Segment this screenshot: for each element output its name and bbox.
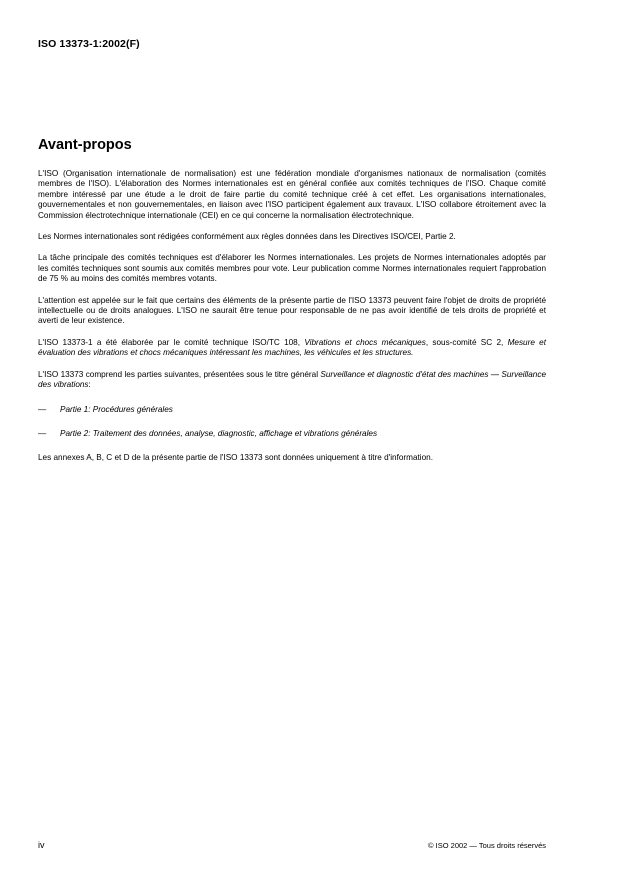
parts-intro-colon: : <box>88 380 91 390</box>
list-item-text: Partie 1: Procédures générales <box>60 404 173 414</box>
subcommittee-title: Mesure et évaluation des vibrations et chocs mécaniques intéressant les machines, les véhicules et les structures. <box>38 337 547 358</box>
paragraph-parts-intro <box>38 370 546 391</box>
committee-title: Vibrations et chocs mécaniques <box>304 337 426 347</box>
section-heading: Avant-propos <box>38 137 132 153</box>
general-title: Surveillance et diagnostic d'état des machines — Surveillance des vibrations <box>38 369 546 390</box>
list-dash: — <box>38 428 47 438</box>
document-id: ISO 13373-1:2002(F) <box>38 38 140 50</box>
list-item <box>38 405 546 415</box>
paragraph-iso-description: L'ISO (Organisation internationale de normalisation) est une fédération mondiale d'organismes nationaux de normalisation (comités membres de l'ISO). L'élaboration des Normes internationales est en général confiée aux comités techniques de l'ISO. Chaque comité membre intéressé par une étude a le droit de faire partie du comité technique créé à cet effet. Les organisations internationales, gouvernementales et non gouvernementales, en liaison avec l'ISO participent également aux travaux. L'ISO collabore étroitement avec la Commission électrotechnique internationale (CEI) en ce qui concerne la normalisation électrotechnique. <box>38 169 546 220</box>
copyright-notice: © ISO 2002 — Tous droits réservés <box>428 841 546 850</box>
paragraph-patent-rights: L'attention est appelée sur le fait que certains des éléments de la présente partie de l'ISO 13373 peuvent faire l'objet de droits de propriété intellectuelle ou de droits analogues. L'ISO ne saurait être tenue pour responsable de ne pas avoir identifié de tels droits de propriété et averti de leur existence. <box>38 295 546 326</box>
foreword-content <box>38 137 546 475</box>
committee-text-2: , sous-comité SC 2, <box>425 337 508 347</box>
parts-intro-text: L'ISO 13373 comprend les parties suivantes, présentées sous le titre général <box>38 369 321 379</box>
list-dash: — <box>38 404 47 414</box>
committee-text-1: L'ISO 13373-1 a été élaborée par le comité technique ISO/TC 108, <box>38 337 305 347</box>
paragraph-committee <box>38 338 546 359</box>
list-item <box>38 429 546 439</box>
page-number: iv <box>38 840 45 850</box>
paragraph-annexes: Les annexes A, B, C et D de la présente partie de l'ISO 13373 sont données uniquement à titre d'information. <box>38 453 434 463</box>
paragraph-directives: Les Normes internationales sont rédigées conformément aux règles données dans les Directives ISO/CEI, Partie 2. <box>38 232 456 242</box>
list-item-text: Partie 2: Traitement des données, analyse, diagnostic, affichage et vibrations générales <box>60 428 378 438</box>
paragraph-main-task: La tâche principale des comités techniques est d'élaborer les Normes internationales. Les projets de Normes internationales adoptés par les comités techniques sont soumis aux comités membres pour vote. Leur publication comme Normes internationales requiert l'approbation de 75 % au moins des comités membres votants. <box>38 253 546 284</box>
